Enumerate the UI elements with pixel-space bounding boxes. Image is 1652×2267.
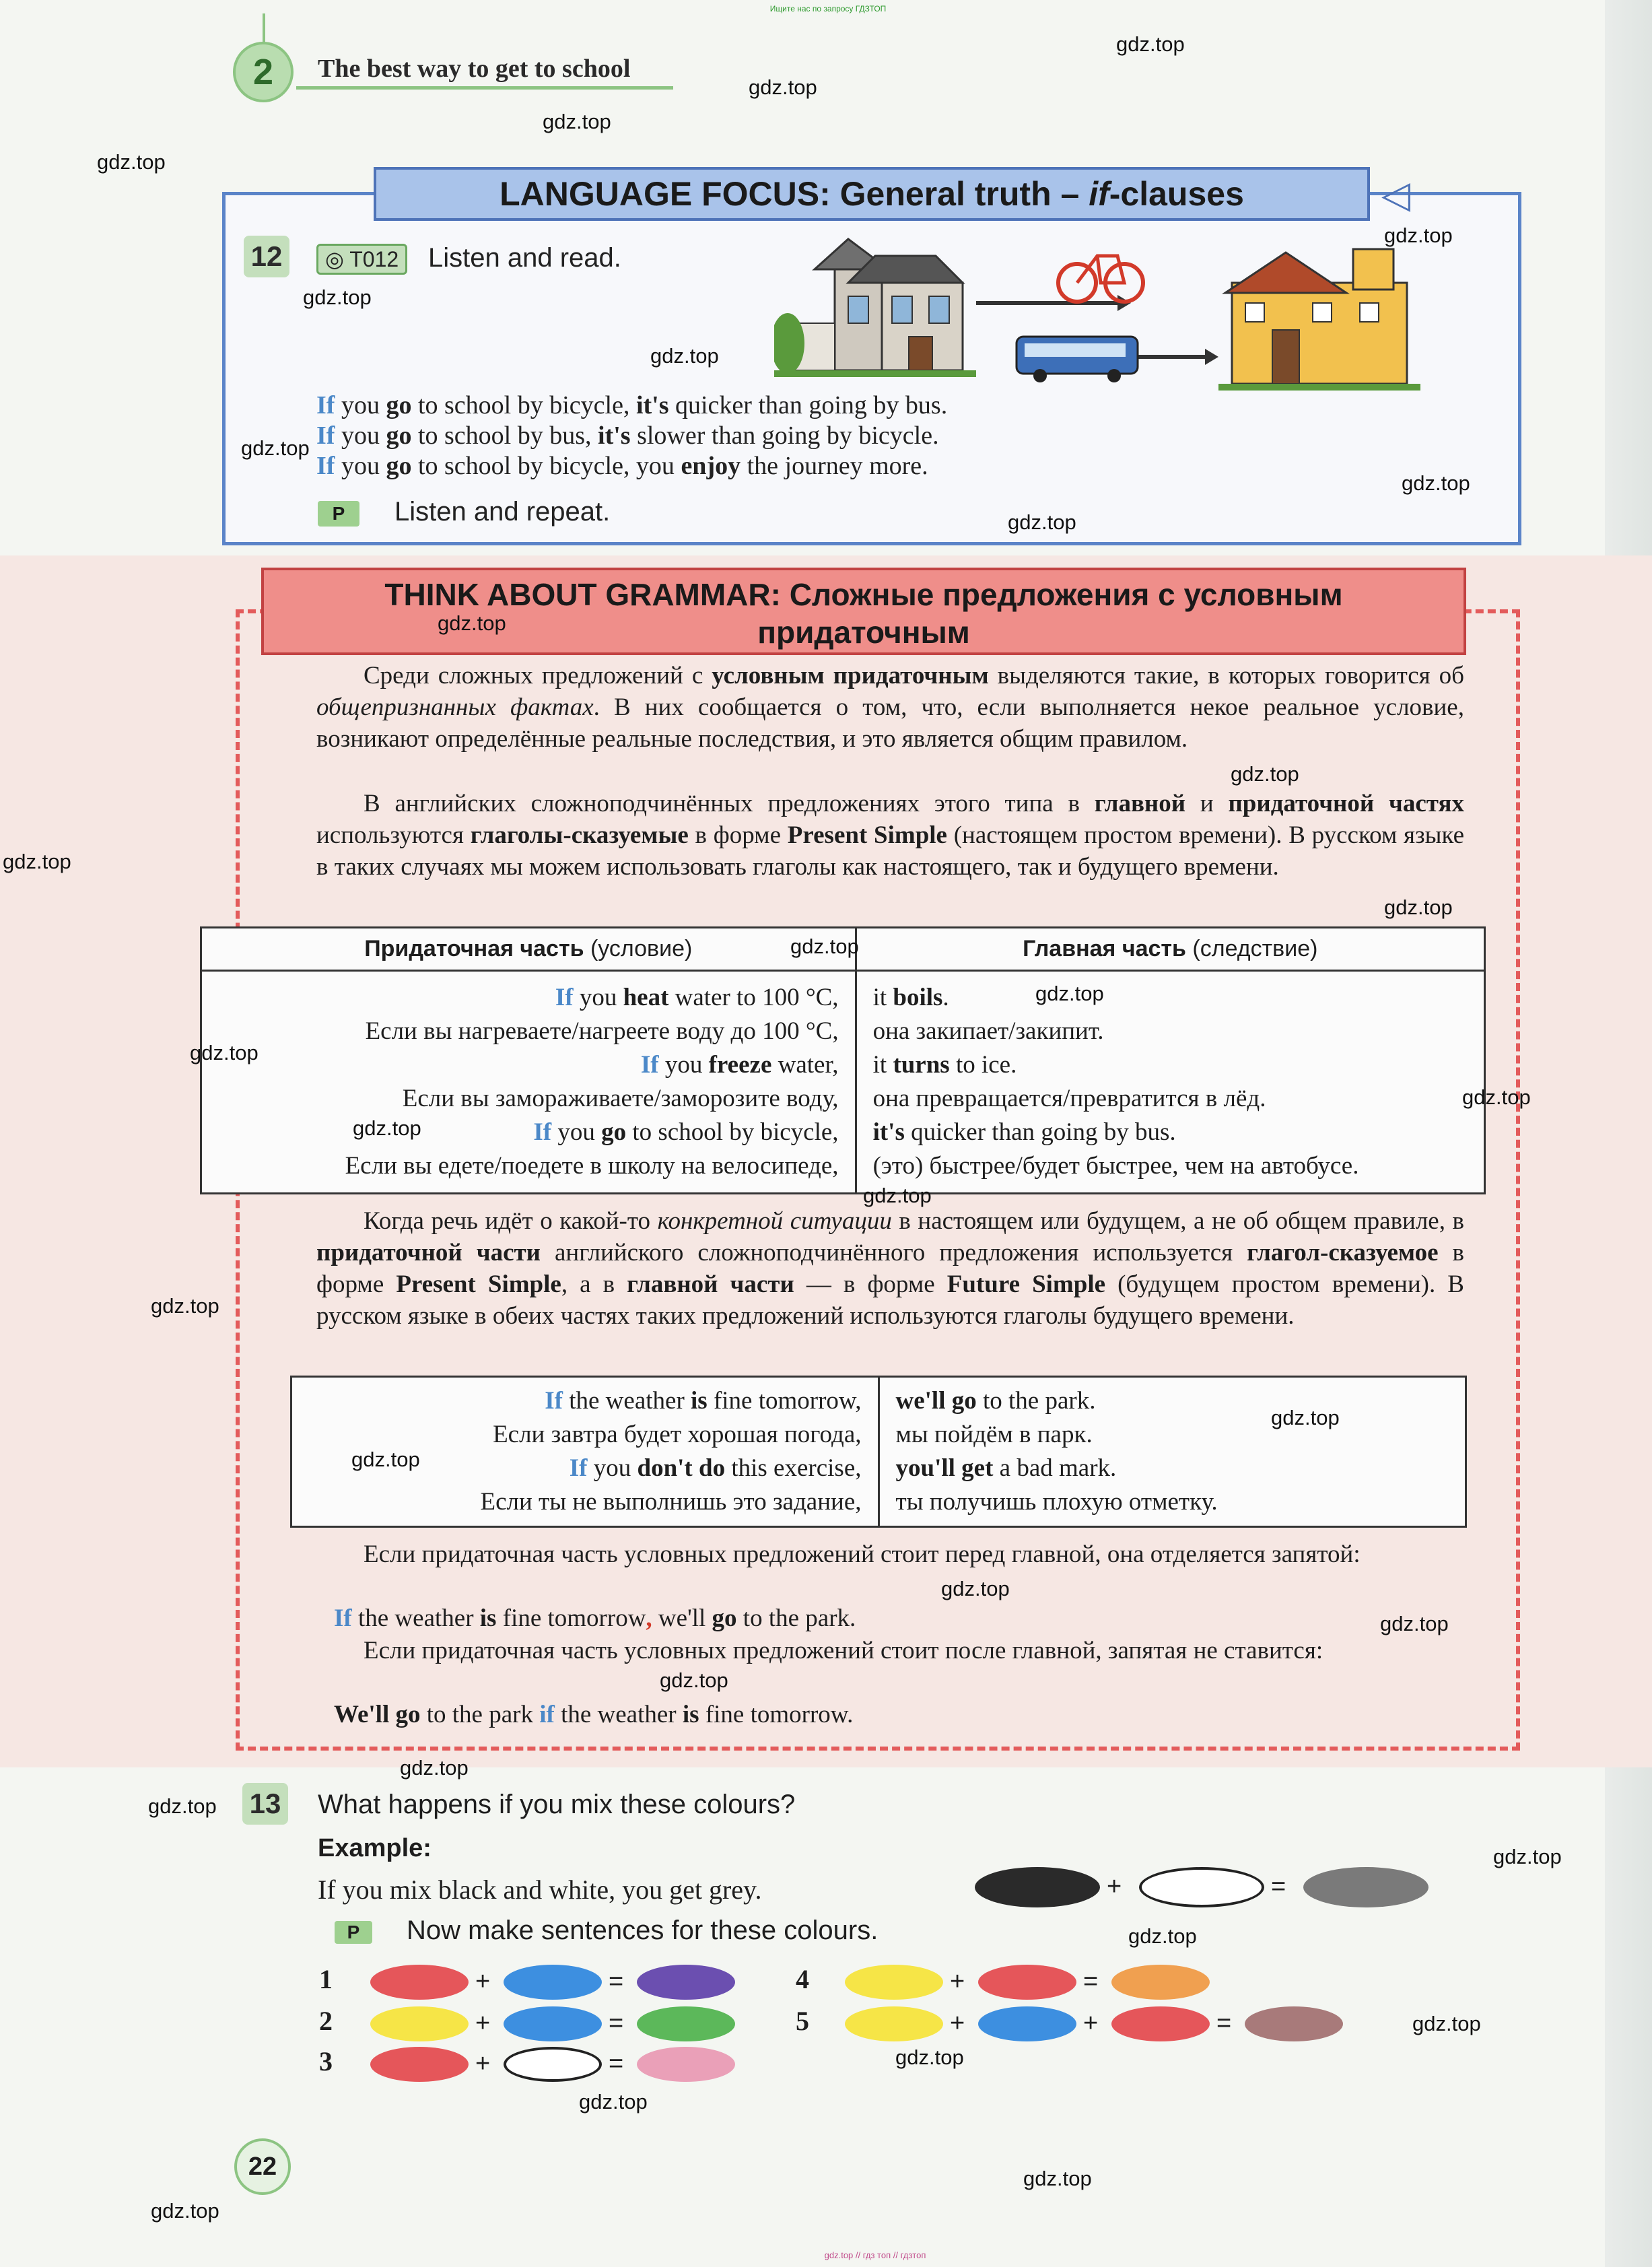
watermark: gdz.top <box>1462 1085 1531 1109</box>
grammar-example-2 <box>334 1699 1482 1730</box>
text-run: выделяются такие, в которых говорится об <box>988 662 1464 689</box>
text-run: to ice. <box>949 1051 1017 1079</box>
watermark: gdz.top <box>1384 224 1453 247</box>
grammar-paragraph-3 <box>316 1205 1464 1332</box>
top-banner: Ищите нас по запросу ГДЗТОП <box>769 4 887 13</box>
colour-oval <box>637 1965 735 2000</box>
unit-number: 2 <box>233 42 294 102</box>
text: to school by bicycle, <box>411 391 636 419</box>
watermark: gdz.top <box>1493 1845 1562 1868</box>
audio-track-button[interactable] <box>316 244 407 275</box>
bicycle-illustration <box>1058 256 1143 302</box>
text-run: она превращается/превратится в лёд. <box>872 1085 1266 1112</box>
text-run: Если придаточная часть условных предложений стоит после главной, запятая не ставится: <box>364 1637 1323 1664</box>
table-line <box>873 1048 1468 1082</box>
text-bold: it's <box>598 421 631 450</box>
p-label: P <box>318 501 359 527</box>
table-line <box>218 1116 839 1149</box>
text-run: you <box>573 984 623 1011</box>
text-run: fine tomorrow <box>496 1604 646 1632</box>
head-rest: (условие) <box>584 936 693 961</box>
colour-oval <box>504 1965 602 2000</box>
head-bold: Главная часть <box>1023 936 1186 961</box>
plus-sign: + <box>1083 2009 1099 2037</box>
text-run: Present Simple <box>787 821 947 849</box>
text-run: fine tomorrow. <box>699 1701 854 1728</box>
text-run: it <box>872 1051 893 1079</box>
table-line <box>896 1418 1449 1452</box>
text-run: turns <box>893 1051 950 1079</box>
banner-arrow-icon: ◁ <box>1381 174 1411 216</box>
plus-sign: + <box>475 2050 491 2078</box>
text: slower than going by bicycle. <box>630 421 939 450</box>
text-run: it's <box>872 1118 905 1146</box>
text-run: if <box>539 1701 555 1728</box>
text-run: the weather <box>562 1387 691 1415</box>
table-line <box>873 981 1468 1015</box>
text-run: quicker than going by bus. <box>904 1118 1176 1146</box>
item-number: 4 <box>796 1964 809 1994</box>
watermark: gdz.top <box>660 1668 728 1692</box>
text-run: If <box>334 1604 352 1632</box>
watermark: gdz.top <box>151 2199 219 2223</box>
text-run: . В них сообщается о том, что, если выполняется некое реальное условие, возникают определённые реальные последствия, и это является общим правилом. <box>316 693 1464 753</box>
item-number: 1 <box>319 1964 333 1994</box>
text-run: , а в <box>561 1271 627 1298</box>
table-line <box>896 1452 1449 1485</box>
text-run: go <box>601 1118 627 1146</box>
text-run: to the park. <box>736 1604 856 1632</box>
watermark: gdz.top <box>241 436 310 460</box>
text-bold: go <box>386 391 412 419</box>
colour-oval <box>1111 2006 1210 2041</box>
watermark: gdz.top <box>1402 471 1470 495</box>
if-word: If <box>316 391 335 419</box>
text-run: is <box>691 1387 708 1415</box>
item-number: 5 <box>796 2006 809 2036</box>
watermark: gdz.top <box>3 850 71 873</box>
text-run: в форме <box>688 821 788 849</box>
plus-sign: + <box>950 2009 965 2037</box>
text-bold: it's <box>635 391 669 419</box>
watermark: gdz.top <box>1008 510 1076 534</box>
head-bold: Придаточная часть <box>364 936 584 961</box>
text-run: Среди сложных предложений с <box>364 662 712 689</box>
watermark: gdz.top <box>1231 762 1299 786</box>
plus-sign: + <box>475 1967 491 1996</box>
colour-oval <box>370 2047 469 2082</box>
text-run: go <box>712 1604 737 1632</box>
table-line <box>308 1384 862 1418</box>
colour-oval <box>370 1965 469 2000</box>
text-run: Если придаточная часть условных предложений стоит перед главной, она отделяется запятой: <box>364 1541 1361 1568</box>
table-line <box>896 1485 1449 1519</box>
colour-oval <box>845 1965 943 2000</box>
text-run: Если вы замораживаете/заморозите воду, <box>402 1085 839 1112</box>
text-run: английского сложноподчинённого предложения используется <box>541 1239 1247 1266</box>
equals-sign: = <box>1216 2009 1232 2037</box>
watermark: gdz.top <box>1412 2012 1481 2035</box>
text-run: Если вы едете/поедете в школу на велосипеде, <box>345 1152 839 1180</box>
text-run: freeze <box>708 1051 772 1079</box>
plus-sign: + <box>950 1967 965 1996</box>
text-run: . <box>942 984 949 1011</box>
colour-oval <box>637 2006 735 2041</box>
table-line <box>218 1048 839 1082</box>
equals-sign: = <box>1271 1872 1286 1901</box>
text-run: water to 100 °C, <box>668 984 839 1011</box>
text: to school by bus, <box>411 421 598 450</box>
text-run: fine tomorrow, <box>707 1387 862 1415</box>
text-run: boils <box>893 984 943 1011</box>
watermark: gdz.top <box>151 1294 219 1318</box>
watermark: gdz.top <box>97 150 166 174</box>
table-line <box>218 1015 839 1048</box>
text-run: глаголы-сказуемые <box>470 821 689 849</box>
text-run: is <box>682 1701 699 1728</box>
text-run: go <box>395 1701 421 1728</box>
text-run: она закипает/закипит. <box>872 1017 1104 1045</box>
watermark: gdz.top <box>895 2045 964 2069</box>
text-run: в форме <box>316 1239 1464 1298</box>
text-run: используются <box>316 821 471 849</box>
text-run: If <box>545 1387 563 1415</box>
watermark: gdz.top <box>650 344 719 368</box>
audio-track-label: T012 <box>349 247 399 271</box>
watermark: gdz.top <box>353 1116 421 1140</box>
watermark: gdz.top <box>190 1041 259 1064</box>
text-run: Если вы нагреваете/нагреете воду до 100 °C, <box>365 1017 839 1045</box>
watermark: gdz.top <box>941 1577 1010 1600</box>
watermark: gdz.top <box>400 1756 469 1780</box>
watermark: gdz.top <box>1116 32 1185 56</box>
text-run: is <box>479 1604 497 1632</box>
watermark: gdz.top <box>1035 982 1104 1005</box>
text: to school by bicycle, you <box>411 452 681 480</box>
text-run: If <box>533 1118 552 1146</box>
head-rest: (следствие) <box>1185 936 1318 961</box>
text-run: water, <box>771 1051 839 1079</box>
text-run: to the park. <box>976 1387 1096 1415</box>
text-run: Если завтра будет хорошая погода, <box>493 1421 862 1448</box>
watermark: gdz.top <box>790 935 859 958</box>
colour-oval <box>1245 2006 1343 2041</box>
text-run: конкретной ситуации <box>657 1207 892 1235</box>
watermark: gdz.top <box>543 110 611 133</box>
text: the journey more. <box>741 452 928 480</box>
text-run: условным придаточным <box>712 662 989 689</box>
text-bold: go <box>386 421 412 450</box>
text-run: глагол-сказуемое <box>1247 1239 1439 1266</box>
text-run: Когда речь идёт о какой-то <box>364 1207 658 1235</box>
watermark: gdz.top <box>148 1794 217 1818</box>
text-run: Если ты не выполнишь это задание, <box>480 1488 862 1516</box>
footer-note: gdz.top // гдз топ // гдзтоп <box>824 2250 926 2260</box>
table-line <box>896 1384 1449 1418</box>
example-sentence: If you mix black and white, you get grey. <box>318 1874 762 1905</box>
colour-oval <box>504 2047 602 2082</box>
text-run: you <box>658 1051 709 1079</box>
colour-oval <box>975 1867 1100 1907</box>
watermark: gdz.top <box>1271 1406 1340 1429</box>
grammar-table-general <box>200 926 1486 1194</box>
exercise-number-12: 12 <box>244 236 289 277</box>
colour-oval <box>978 2006 1076 2041</box>
text-run: If <box>640 1051 659 1079</box>
equals-sign: = <box>1083 1967 1099 1996</box>
text: quicker than going by bus. <box>668 391 948 419</box>
illustration-journey <box>774 229 1447 417</box>
text-bold: go <box>386 452 412 480</box>
language-focus-banner <box>374 167 1370 221</box>
text-run: it <box>872 984 893 1011</box>
text: you <box>335 421 386 450</box>
banner-text: LANGUAGE FOCUS: General truth – <box>500 175 1089 213</box>
watermark: gdz.top <box>1023 2167 1092 2190</box>
text-run: главной части <box>627 1271 794 1298</box>
table-head-main <box>856 928 1484 971</box>
watermark: gdz.top <box>1380 1612 1449 1635</box>
text-run: В английских сложноподчинённых предложениях этого типа в <box>364 790 1095 817</box>
watermark: gdz.top <box>303 285 372 309</box>
lf-sentence-1 <box>316 391 947 420</box>
colour-oval <box>1111 1965 1210 2000</box>
text-run: to the park <box>420 1701 540 1728</box>
text-run: don't do <box>637 1454 726 1482</box>
colour-oval <box>845 2006 943 2041</box>
table-row <box>201 971 1485 1194</box>
text-run: и <box>1185 790 1229 817</box>
text-run: heat <box>623 984 669 1011</box>
banner-italic: if <box>1089 175 1109 213</box>
audio-icon: ◎ <box>325 247 350 271</box>
watermark: gdz.top <box>1384 895 1453 919</box>
text-run: the weather <box>351 1604 480 1632</box>
exercise-13-question: What happens if you mix these colours? <box>318 1790 796 1819</box>
watermark: gdz.top <box>579 2090 648 2113</box>
colour-oval <box>504 2006 602 2041</box>
text-run: придаточной части <box>316 1239 541 1266</box>
text-run: If <box>569 1454 588 1482</box>
grammar-title-line-2: придаточным <box>757 615 970 650</box>
if-word: If <box>316 421 335 450</box>
school-illustration <box>1218 249 1420 391</box>
table-line <box>873 1149 1468 1183</box>
plus-sign: + <box>475 2009 491 2037</box>
table-line <box>218 981 839 1015</box>
watermark: gdz.top <box>863 1184 932 1207</box>
text-run: мы пойдём в парк. <box>895 1421 1093 1448</box>
instruction-listen-repeat: Listen and repeat. <box>394 497 611 527</box>
text-run: в настоящем или будущем, а не об общем правиле, в <box>891 1207 1464 1235</box>
text-run: you <box>587 1454 638 1482</box>
watermark: gdz.top <box>1128 1924 1197 1948</box>
text-run: to school by bicycle, <box>626 1118 839 1146</box>
bus-illustration <box>1017 337 1138 382</box>
text-run: придаточной частях <box>1228 790 1464 817</box>
house-illustration <box>774 239 976 377</box>
table-line <box>873 1015 1468 1048</box>
example-label: Example: <box>318 1834 432 1862</box>
banner-suffix: -clauses <box>1109 175 1244 213</box>
text-run: the weather <box>554 1701 683 1728</box>
colour-oval <box>978 1965 1076 2000</box>
equals-sign: = <box>609 1967 624 1996</box>
plus-sign: + <box>1107 1872 1122 1901</box>
colour-oval <box>370 2006 469 2041</box>
grammar-paragraph-2 <box>316 788 1464 883</box>
unit-underline <box>296 86 673 90</box>
watermark: gdz.top <box>438 611 506 635</box>
grammar-example-1 <box>334 1602 1482 1634</box>
grammar-paragraph-4 <box>316 1538 1464 1570</box>
item-number: 2 <box>319 2006 333 2036</box>
exercise-number-13: 13 <box>242 1783 288 1825</box>
colour-oval <box>1139 1867 1264 1907</box>
table-line <box>873 1116 1468 1149</box>
lf-sentence-2 <box>316 421 939 450</box>
table-line <box>308 1418 862 1452</box>
watermark: gdz.top <box>351 1448 420 1471</box>
if-word: If <box>316 452 335 480</box>
text-run: a bad mark. <box>993 1454 1117 1482</box>
watermark: gdz.top <box>749 75 817 99</box>
table-cell-main <box>879 1377 1466 1527</box>
text-run: Present Simple <box>396 1271 561 1298</box>
table-line <box>218 1149 839 1183</box>
page-number: 22 <box>234 2138 291 2195</box>
p-label: P <box>335 1921 372 1944</box>
text-run: — в форме <box>794 1271 947 1298</box>
unit-title: The best way to get to school <box>318 55 631 83</box>
text-run: We'll <box>334 1701 390 1728</box>
text-run: главной <box>1094 790 1186 817</box>
text-bold: enjoy <box>681 452 741 480</box>
grammar-table-specific <box>290 1376 1467 1528</box>
instruction-listen-read: Listen and read. <box>428 243 621 273</box>
colour-oval <box>1303 1867 1429 1907</box>
text-run: общепризнанных фактах <box>316 693 594 721</box>
grammar-title-line-1: THINK ABOUT GRAMMAR: Сложные предложения с условным <box>384 577 1343 612</box>
text-run: Future Simple <box>947 1271 1106 1298</box>
text-run: (будущем простом времени). В русском языке в обеих частях таких предложений используются глаголы будущего времени. <box>316 1271 1464 1330</box>
text-run: you <box>551 1118 602 1146</box>
table-cell-main <box>856 971 1484 1194</box>
exercise-13-task: Now make sentences for these colours. <box>407 1916 879 1945</box>
table-cell-subordinate <box>201 971 856 1194</box>
text-run: , <box>646 1604 652 1632</box>
table-line <box>308 1485 862 1519</box>
text-run: we'll <box>652 1604 712 1632</box>
text: you <box>335 452 386 480</box>
lf-sentence-3 <box>316 451 928 481</box>
text-run: we'll go <box>895 1387 977 1415</box>
text: you <box>335 391 386 419</box>
equals-sign: = <box>609 2009 624 2037</box>
text-run: If <box>555 984 574 1011</box>
colour-oval <box>637 2047 735 2082</box>
table-head-subordinate <box>201 928 856 971</box>
table-line <box>218 1082 839 1116</box>
table-row <box>291 1377 1466 1527</box>
text-run: ты получишь плохую отметку. <box>895 1488 1218 1516</box>
grammar-paragraph-1 <box>316 660 1464 755</box>
equals-sign: = <box>609 2050 624 2078</box>
grammar-paragraph-5 <box>316 1635 1464 1666</box>
item-number: 3 <box>319 2046 333 2076</box>
text-run: (это) быстрее/будет быстрее, чем на автобусе. <box>872 1152 1359 1180</box>
text-run: you'll get <box>895 1454 994 1482</box>
text-run: (настоящем простом времени). В русском языке в таких случаях мы можем использовать глаголы как настоящего, так и будущего времени. <box>316 821 1464 881</box>
table-line <box>873 1082 1468 1116</box>
text-run: this exercise, <box>725 1454 862 1482</box>
